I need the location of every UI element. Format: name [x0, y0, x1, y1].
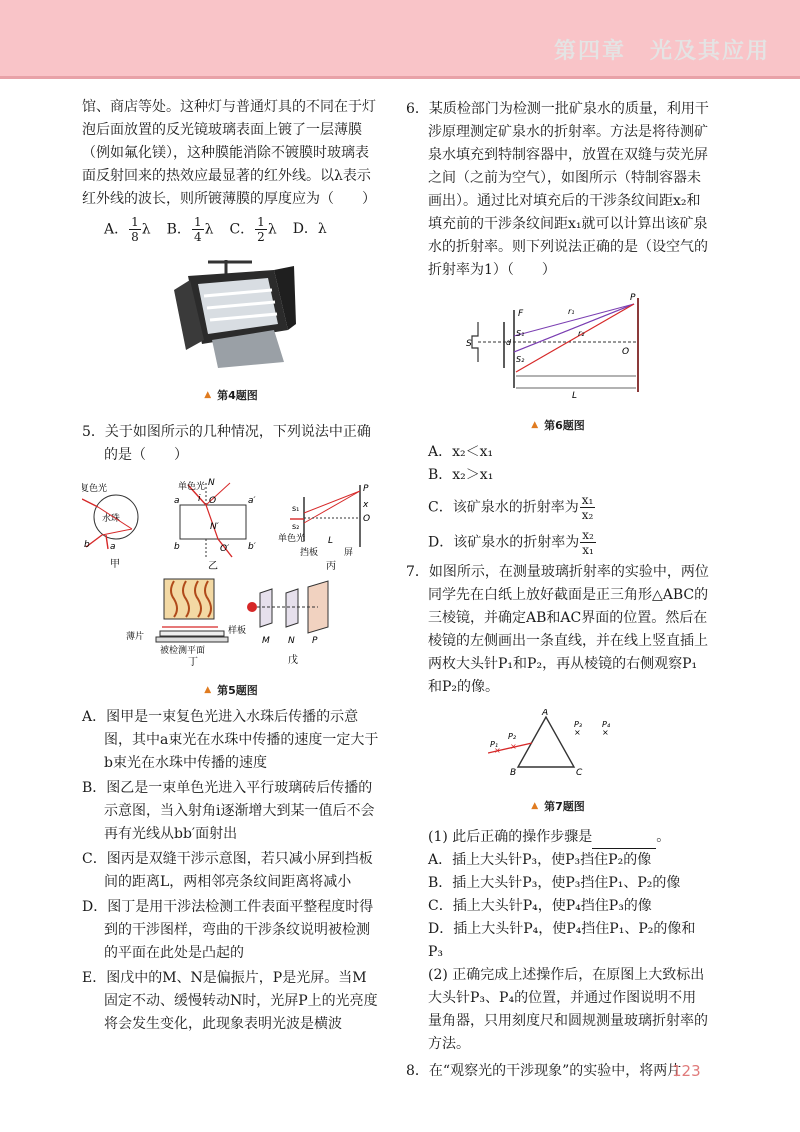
svg-text:M: M — [262, 636, 270, 646]
q5-option-b: B．图乙是一束单色光进入平行玻璃砖后传播的示意图，当入射角i逐渐增大到某一值后不会再有光线从bb′面射出 — [82, 780, 375, 842]
fig7-caption: ▲ 第7题图 — [406, 795, 710, 818]
fig7 — [406, 709, 710, 818]
floodlight-illustration — [156, 254, 306, 372]
q4-option-a: A． $\frac{1}{8}$ λ — [104, 215, 151, 244]
caption-triangle-icon: ▲ — [204, 685, 212, 695]
svg-text:N′: N′ — [210, 522, 219, 532]
svg-text:P₄: P₄ — [602, 720, 611, 729]
fig6-caption: ▲ 第6题图 — [406, 414, 710, 437]
q5-option-c: C．图丙是双缝干涉示意图，若只减小屏到挡板间的距离L，两相邻亮条纹间距离将减小 — [82, 851, 373, 890]
q8-stem: 8．在“观察光的干涉现象”的实验中，将两片 — [406, 1063, 682, 1079]
q4-option-c: C． $\frac{1}{2}$ λ — [229, 215, 277, 244]
q7-sub2: (2) 正确完成上述操作后，在原图上大致标出大头针P₃、P₄的位置，并通过作图说明不用量角器，只用刻度尺和圆规测量玻璃折射率的方法。 — [428, 967, 708, 1052]
svg-text:L: L — [328, 536, 334, 546]
svg-text:S₁: S₁ — [516, 329, 525, 338]
svg-text:b′: b′ — [248, 542, 256, 552]
svg-text:r₂: r₂ — [578, 329, 585, 338]
fig7-prism-diagram — [488, 709, 628, 783]
q4-text: 馆、商店等处。这种灯与普通灯具的不同在于灯泡后面放置的反光镜玻璃表面上镀了一层薄膜（例如氟化镁），这种膜能消除不镀膜时玻璃表面反射回来的热效应最显著的红外线。以λ表示红外线的波长，则所镀薄膜的厚度应为（ ） — [82, 99, 376, 207]
svg-text:x: x — [363, 500, 369, 510]
chapter-title: 第四章 光及其应用 — [553, 39, 770, 64]
svg-text:P: P — [363, 484, 369, 494]
svg-text:N: N — [208, 478, 215, 488]
fig6 — [406, 292, 710, 437]
svg-text:丙: 丙 — [326, 561, 336, 572]
svg-text:O: O — [622, 347, 630, 357]
svg-text:N: N — [288, 636, 295, 646]
q6-option-a: A．x₂＜x₁ — [428, 444, 494, 460]
svg-text:屏: 屏 — [344, 548, 354, 558]
caption-triangle-icon: ▲ — [531, 420, 539, 430]
q6-option-b: B．x₂＞x₁ — [428, 467, 494, 483]
svg-text:甲: 甲 — [110, 559, 120, 570]
q7-stem: 7．如图所示，在测量玻璃折射率的实验中，两位同学先在白纸上放好截面是正三角形△ABC的三棱镜，并确定AB和AC界面的位置。然后在棱镜的左侧画出一条直线，并在线上竖直插上两枚大头针P₁和P₂，再从棱镜的右侧观察P₁和P₂的像。 — [406, 564, 709, 695]
svg-text:a: a — [174, 496, 180, 506]
fig6-double-slit-diagram — [458, 292, 658, 402]
header-divider — [0, 76, 800, 79]
svg-text:S₂: S₂ — [516, 355, 525, 364]
svg-text:s₂: s₂ — [292, 522, 300, 531]
q5-options — [82, 706, 380, 1036]
svg-text:S: S — [466, 339, 472, 349]
page-number: 123 — [672, 1062, 701, 1080]
svg-text:b: b — [174, 542, 180, 552]
q7-sub1: (1) 此后正确的操作步骤是 。 — [406, 826, 710, 849]
svg-text:P₃: P₃ — [574, 720, 583, 729]
left-column — [82, 96, 380, 1036]
svg-text:×: × — [602, 728, 609, 737]
page-header-band — [0, 0, 800, 76]
svg-text:O′: O′ — [220, 544, 230, 554]
svg-text:O: O — [363, 514, 371, 524]
svg-text:×: × — [510, 742, 517, 751]
svg-text:P₁: P₁ — [490, 740, 499, 749]
right-column — [406, 96, 710, 1083]
svg-text:C: C — [576, 768, 583, 778]
svg-text:×: × — [494, 746, 501, 755]
svg-text:b: b — [84, 540, 90, 550]
q5-option-d: D．图丁是用干涉法检测工件表面平整程度时得到的干涉图样，弯曲的干涉条纹说明被检测的平面在此处是凸起的 — [82, 899, 374, 961]
svg-text:i: i — [198, 494, 201, 504]
svg-text:单色光: 单色光 — [278, 534, 306, 544]
q7-option-d: D．插上大头针P₄，使P₄挡住P₁、P₂的像和P₃ — [428, 921, 696, 960]
q4-options — [104, 215, 380, 244]
svg-text:B: B — [510, 768, 517, 778]
q6-options — [406, 441, 710, 557]
q7-option-b: B．插上大头针P₃，使P₃挡住P₁、P₂的像 — [428, 875, 681, 891]
svg-text:a: a — [110, 542, 116, 552]
svg-text:水珠: 水珠 — [102, 514, 121, 524]
q4-option-d: D．λ — [292, 221, 327, 237]
q6-stem: 6．某质检部门为检测一批矿泉水的质量，利用干涉原理测定矿泉水的折射率。方法是将待测矿泉水填充到特制容器中，放置在双缝与荧光屏之间（之前为空气），如图所示（特制容器未画出）。通过比对填充后的干涉条纹间距x₂和填充前的干涉条纹间距x₁就可以计算出该矿泉水的折射率。则下列说法正确的是（设空气的折射率为1）（ ） — [406, 101, 709, 278]
svg-text:L: L — [572, 391, 578, 401]
caption-triangle-icon: ▲ — [531, 801, 539, 811]
svg-text:复色光: 复色光 — [82, 484, 108, 494]
fig5-yi — [174, 478, 256, 572]
svg-text:F: F — [518, 309, 524, 319]
q6-option-d: D．该矿泉水的折射率为 $\frac{\text{x₂}}{\text{x₁}}$ — [428, 528, 594, 557]
svg-text:挡板: 挡板 — [300, 548, 319, 558]
q7-options — [406, 849, 710, 964]
svg-text:O: O — [209, 496, 217, 506]
q4-option-b: B． $\frac{1}{4}$ λ — [166, 215, 214, 244]
svg-text:r₁: r₁ — [568, 307, 575, 316]
svg-text:戊: 戊 — [288, 655, 298, 666]
fig5-diagrams — [82, 477, 382, 667]
q5-stem: 5．关于如图所示的几种情况，下列说法中正确的是（ ） — [82, 424, 371, 463]
svg-text:A: A — [542, 709, 549, 718]
svg-text:样板: 样板 — [228, 626, 247, 636]
caption-triangle-icon: ▲ — [204, 390, 212, 400]
svg-text:P: P — [312, 636, 318, 646]
fig5-wu — [247, 581, 328, 666]
fig5-caption: ▲ 第5题图 — [82, 679, 380, 702]
answer-blank[interactable] — [592, 834, 656, 849]
q7-option-c: C．插上大头针P₄，使P₄挡住P₃的像 — [428, 898, 652, 914]
fig5 — [82, 477, 380, 702]
svg-text:×: × — [574, 728, 581, 737]
svg-text:d: d — [506, 338, 512, 347]
q7-option-a: A．插上大头针P₃，使P₃挡住P₂的像 — [428, 852, 652, 868]
svg-text:P: P — [630, 293, 636, 303]
svg-text:乙: 乙 — [208, 561, 218, 572]
q5-option-a: A．图甲是一束复色光进入水珠后传播的示意图，其中a束光在水珠中传播的速度一定大于b束光在水珠中传播的速度 — [82, 709, 379, 771]
fig5-jia — [82, 482, 138, 570]
fig5-ding — [126, 579, 246, 667]
svg-text:a′: a′ — [248, 496, 256, 506]
fig4-caption: ▲ 第4题图 — [82, 384, 380, 407]
svg-text:薄片: 薄片 — [126, 632, 145, 642]
q6-option-c: C．该矿泉水的折射率为 $\frac{\text{x₁}}{\text{x₂}}$ — [428, 493, 594, 522]
svg-text:P₂: P₂ — [508, 732, 517, 741]
svg-text:单色光: 单色光 — [178, 482, 206, 492]
svg-text:丁: 丁 — [188, 657, 198, 667]
q5-option-e: E．图戊中的M、N是偏振片，P是光屏。当M固定不动、缓慢转动N时，光屏P上的光亮度将会发生变化，此现象表明光波是横波 — [82, 970, 378, 1032]
svg-text:s₁: s₁ — [292, 504, 300, 513]
fig4 — [82, 254, 380, 407]
svg-text:被检测平面: 被检测平面 — [160, 646, 206, 656]
fig5-bing — [278, 484, 370, 572]
